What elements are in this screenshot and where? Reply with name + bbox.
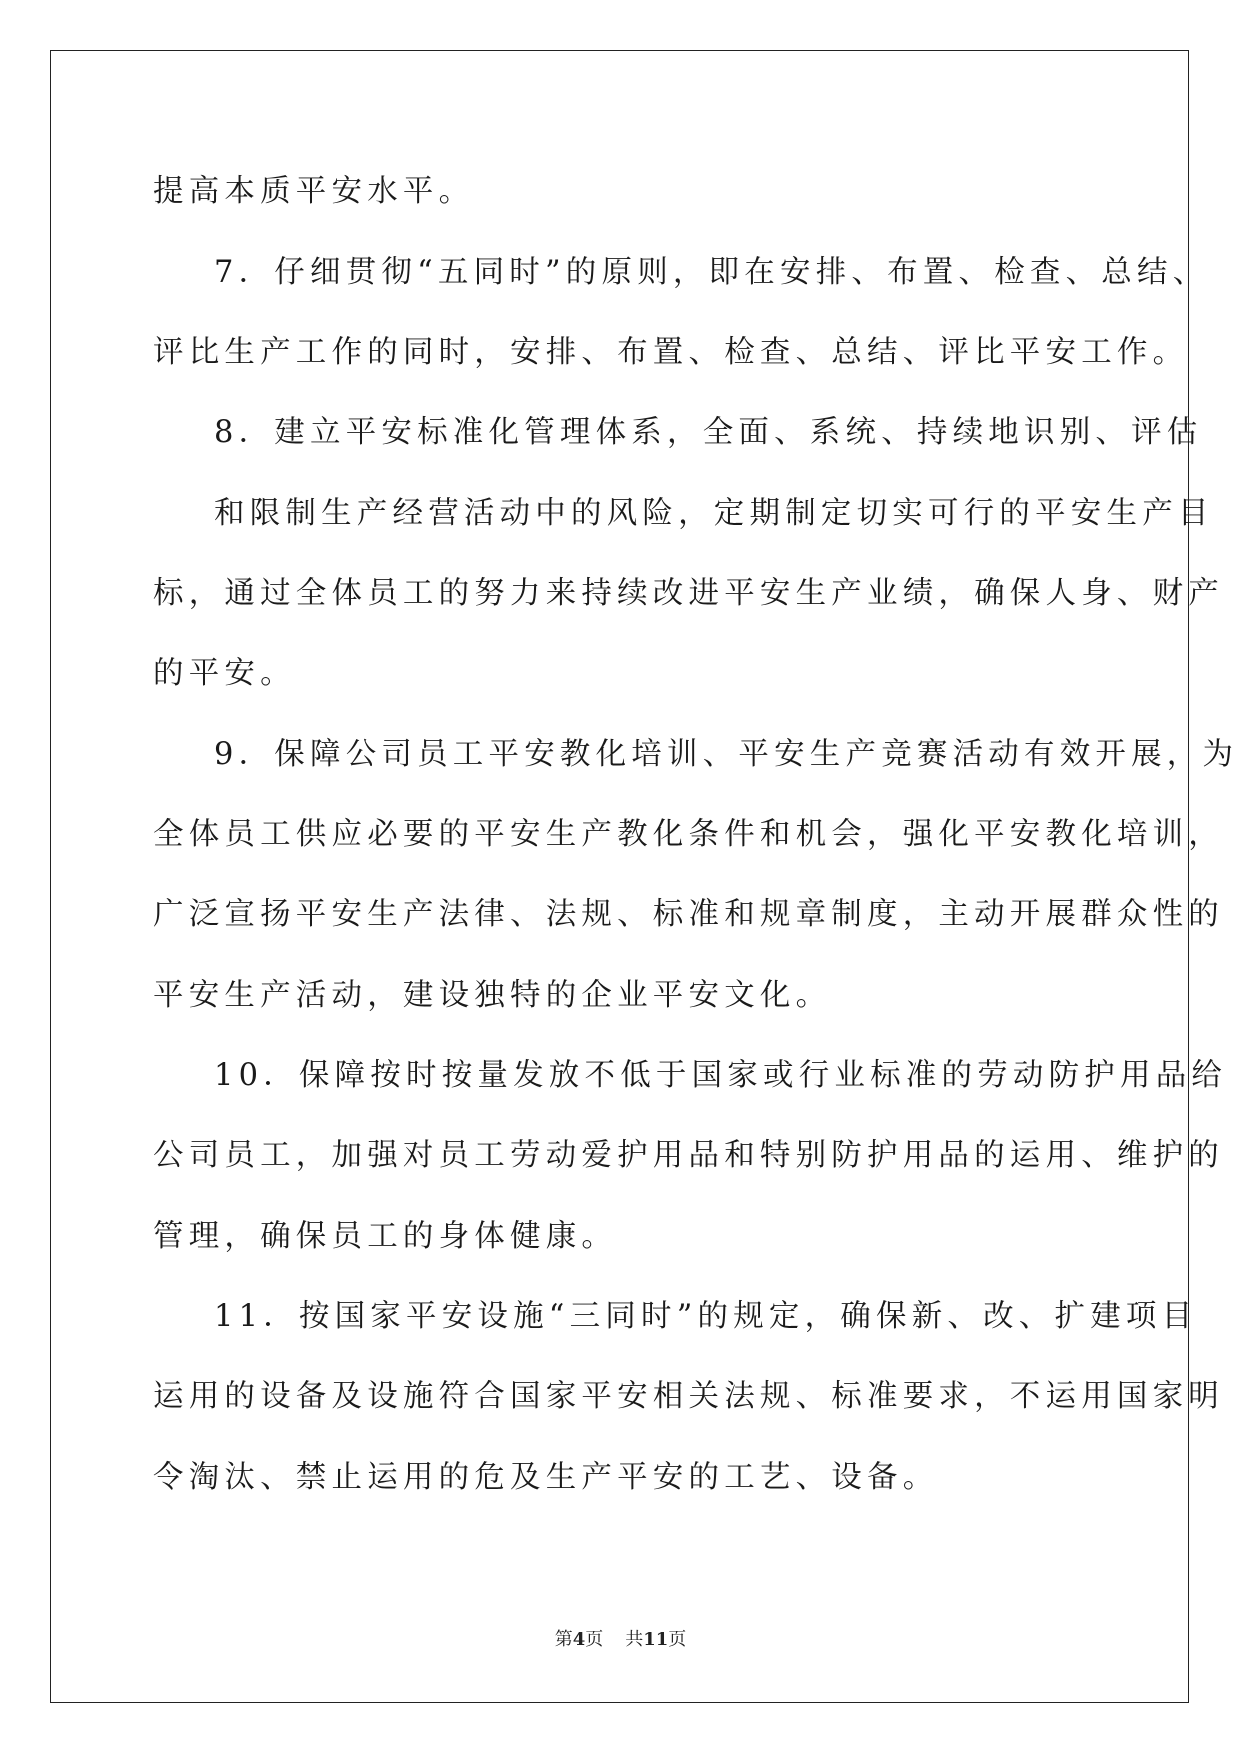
body-text-line: 11．按国家平安设施“三同时”的规定，确保新、改、扩建项目 <box>214 1299 1198 1334</box>
page-footer <box>0 1631 1241 1649</box>
body-text-line: 令淘汰、禁止运用的危及生产平安的工艺、设备。 <box>153 1460 939 1495</box>
body-text-line: 10．保障按时按量发放不低于国家或行业标准的劳动防护用品给 <box>214 1058 1228 1093</box>
body-text-line: 运用的设备及设施符合国家平安相关法规、标准要求，不运用国家明 <box>153 1379 1224 1414</box>
body-text-line: 9．保障公司员工平安教化培训、平安生产竞赛活动有效开展，为 <box>214 737 1239 772</box>
body-text-line: 和限制生产经营活动中的风险，定期制定切实可行的平安生产目 <box>214 496 1214 531</box>
page-border <box>50 50 1189 1703</box>
body-text-line: 管理，确保员工的身体健康。 <box>153 1219 618 1254</box>
body-text-line: 7．仔细贯彻“五同时”的原则，即在安排、布置、检查、总结、 <box>214 255 1209 290</box>
page-unit: 页 <box>585 1629 604 1650</box>
body-text-line: 提高本质平安水平。 <box>153 174 475 209</box>
body-text-line: 广泛宣扬平安生产法律、法规、标准和规章制度，主动开展群众性的 <box>153 897 1224 932</box>
body-text-line: 平安生产活动，建设独特的企业平安文化。 <box>153 978 832 1013</box>
body-text-line: 全体员工供应必要的平安生产教化条件和机会，强化平安教化培训， <box>153 817 1224 852</box>
body-text-line: 评比生产工作的同时，安排、布置、检查、总结、评比平安工作。 <box>153 335 1189 370</box>
page-prefix: 第 <box>554 1629 573 1650</box>
body-text-line: 的平安。 <box>153 656 296 691</box>
page-total: 11 <box>643 1629 669 1650</box>
page-current: 4 <box>572 1629 586 1650</box>
total-unit: 页 <box>668 1629 687 1650</box>
body-text-line: 标，通过全体员工的努力来持续改进平安生产业绩，确保人身、财产 <box>153 576 1224 611</box>
total-prefix: 共 <box>625 1629 644 1650</box>
body-text-line: 公司员工，加强对员工劳动爱护用品和特别防护用品的运用、维护的 <box>153 1138 1224 1173</box>
body-text-line: 8．建立平安标准化管理体系，全面、系统、持续地识别、评估 <box>214 415 1203 450</box>
